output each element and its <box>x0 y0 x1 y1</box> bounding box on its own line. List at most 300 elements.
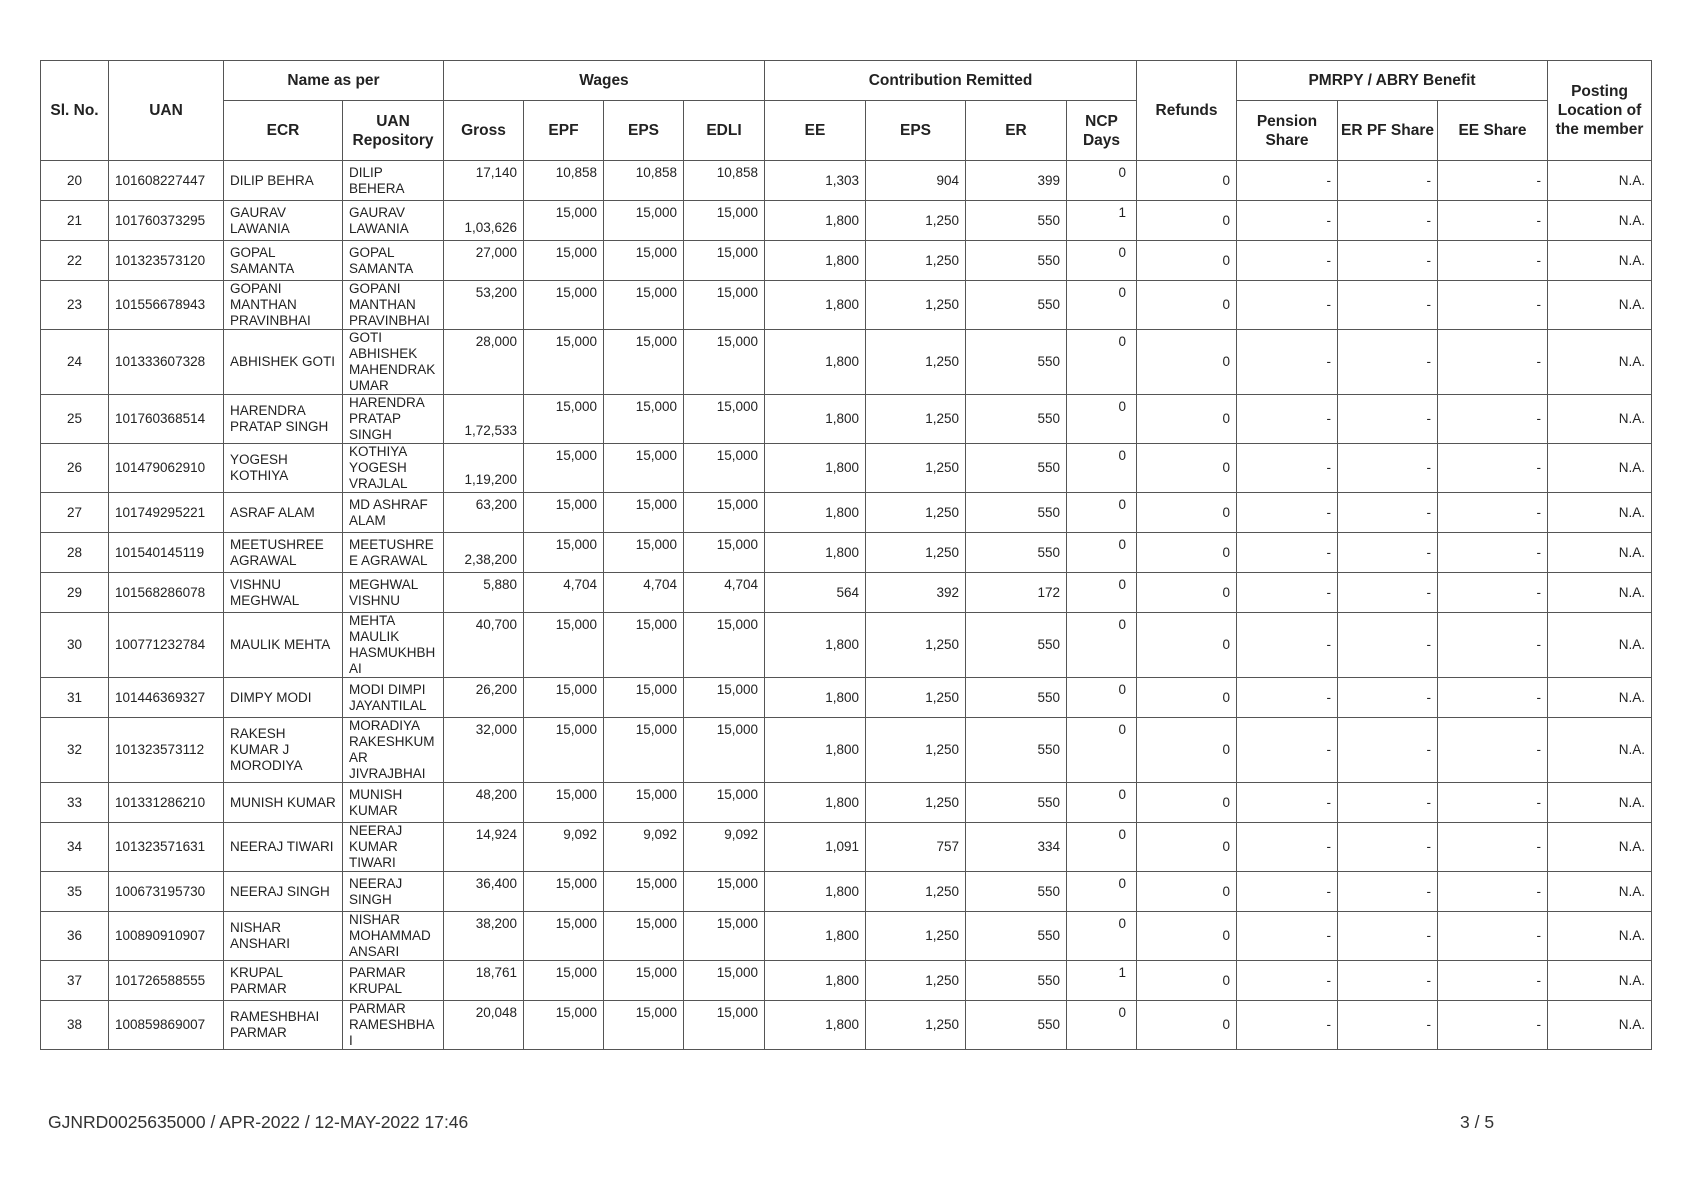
eps-wages-cell <box>604 330 684 395</box>
gross-wages-cell-text: 1,72,533 <box>464 423 517 438</box>
uan-repository-name-cell <box>343 613 444 678</box>
eps-wages-cell-text: 15,000 <box>635 448 677 463</box>
eps-contribution-cell <box>866 395 966 444</box>
epf-wages-cell <box>524 912 604 961</box>
edli-wages-cell-text: 15,000 <box>716 285 758 300</box>
ncp-days-cell-text: 0 <box>1118 787 1126 802</box>
posting-location-cell <box>1548 241 1652 281</box>
sl-no-cell-text: 38 <box>66 1017 83 1032</box>
sl-no-cell-text: 30 <box>66 637 83 652</box>
er-pf-share-cell-text: - <box>1426 883 1431 899</box>
ncp-days-cell <box>1067 783 1137 823</box>
posting-location-cell <box>1548 330 1652 395</box>
gross-wages-cell <box>444 823 524 872</box>
edli-wages-cell-text: 15,000 <box>716 334 758 349</box>
er-contribution-cell-text: 550 <box>1037 794 1060 810</box>
posting-location-cell-text: N.A. <box>1618 460 1645 475</box>
gross-wages-cell <box>444 872 524 912</box>
ecr-name-cell-text: NEERAJ SINGH <box>230 883 330 899</box>
ecr-contribution-table <box>40 60 1652 1050</box>
refunds-cell <box>1137 912 1237 961</box>
edli-wages-cell <box>684 201 765 241</box>
edli-wages-cell-text: 15,000 <box>716 682 758 697</box>
er-pf-share-cell-text: - <box>1426 689 1431 705</box>
ee-share-cell-text: - <box>1536 839 1541 854</box>
edli-wages-cell <box>684 493 765 533</box>
sl-no-cell <box>41 533 109 573</box>
gross-wages-cell <box>444 718 524 783</box>
ee-contribution-cell <box>765 533 866 573</box>
uan-cell <box>109 961 224 1001</box>
uan-repository-name-cell-text: NISHAR MOHAMMAD ANSARI <box>349 912 431 959</box>
epf-wages-cell-text: 15,000 <box>555 965 597 980</box>
eps-contribution-cell-text: 1,250 <box>925 637 959 652</box>
epf-wages-cell <box>524 573 604 613</box>
er-pf-share-cell-text: - <box>1426 544 1431 560</box>
er-contribution-cell-text: 550 <box>1037 544 1060 560</box>
eps-contribution-cell-text: 1,250 <box>925 297 959 312</box>
gross-wages-cell <box>444 678 524 718</box>
table-row <box>41 241 1652 281</box>
edli-wages-cell-text: 4,704 <box>724 577 758 592</box>
posting-location-cell-text: N.A. <box>1618 411 1645 426</box>
er-contribution-cell <box>966 395 1067 444</box>
gross-wages-cell-text: 48,200 <box>475 787 517 802</box>
uan-cell-text: 101323573112 <box>115 742 205 757</box>
ncp-days-cell <box>1067 444 1137 493</box>
ee-share-cell-text: - <box>1536 742 1541 757</box>
sl-no-cell-text: 26 <box>66 460 83 475</box>
ee-share-cell-text: - <box>1536 354 1541 369</box>
er-pf-share-cell <box>1338 823 1438 872</box>
gross-wages-cell <box>444 444 524 493</box>
ee-share-cell <box>1438 961 1548 1001</box>
epf-wages-cell-text: 15,000 <box>555 722 597 737</box>
posting-location-cell-text: N.A. <box>1618 1017 1645 1032</box>
er-contribution-cell-text: 550 <box>1037 411 1060 426</box>
refunds-cell <box>1137 395 1237 444</box>
gross-wages-cell-text: 27,000 <box>475 245 517 260</box>
edli-wages-cell <box>684 395 765 444</box>
epf-wages-cell <box>524 613 604 678</box>
sl-no-cell <box>41 718 109 783</box>
ee-share-cell <box>1438 241 1548 281</box>
uan-repository-name-cell <box>343 912 444 961</box>
er-pf-share-cell-text: - <box>1426 794 1431 810</box>
eps-contribution-cell-text: 757 <box>936 839 959 854</box>
uan-cell-text: 100890910907 <box>115 928 206 943</box>
ee-share-cell-text: - <box>1536 584 1541 600</box>
eps-contribution-cell-text: 1,250 <box>925 883 959 899</box>
uan-cell <box>109 872 224 912</box>
refunds-cell-text: 0 <box>1222 928 1230 943</box>
posting-location-cell-text: N.A. <box>1618 544 1645 560</box>
sl-no-cell <box>41 395 109 444</box>
ee-share-cell-text: - <box>1536 460 1541 475</box>
epf-wages-cell <box>524 493 604 533</box>
eps-contribution-cell <box>866 241 966 281</box>
uan-repository-name-cell <box>343 961 444 1001</box>
edli-wages-cell-text: 15,000 <box>716 537 758 552</box>
ncp-days-cell-text: 0 <box>1118 682 1126 697</box>
header-er-pf-share: ER PF Share <box>1338 101 1438 161</box>
pension-share-cell-text: - <box>1326 544 1331 560</box>
ee-share-cell-text: - <box>1536 544 1541 560</box>
ee-share-cell <box>1438 783 1548 823</box>
ee-share-cell <box>1438 330 1548 395</box>
er-contribution-cell <box>966 1001 1067 1050</box>
ee-share-cell-text: - <box>1536 252 1541 268</box>
refunds-cell-text: 0 <box>1222 252 1230 268</box>
uan-cell <box>109 678 224 718</box>
ecr-name-cell <box>224 444 343 493</box>
posting-location-cell-text: N.A. <box>1618 883 1645 899</box>
table-row <box>41 783 1652 823</box>
eps-contribution-cell-text: 1,250 <box>925 212 959 228</box>
header-pension-share: Pension Share <box>1237 101 1338 161</box>
er-pf-share-cell-text: - <box>1426 1017 1431 1032</box>
refunds-cell <box>1137 444 1237 493</box>
eps-contribution-cell <box>866 872 966 912</box>
eps-wages-cell-text: 15,000 <box>635 1005 677 1020</box>
epf-wages-cell <box>524 395 604 444</box>
pension-share-cell-text: - <box>1326 460 1331 475</box>
sl-no-cell-text: 21 <box>66 212 83 228</box>
pension-share-cell <box>1237 1001 1338 1050</box>
eps-wages-cell <box>604 493 684 533</box>
gross-wages-cell-text: 2,38,200 <box>464 552 517 567</box>
ecr-name-cell <box>224 718 343 783</box>
ncp-days-cell <box>1067 678 1137 718</box>
epf-wages-cell-text: 15,000 <box>555 1005 597 1020</box>
ee-share-cell-text: - <box>1536 637 1541 652</box>
ecr-name-cell-text: YOGESH KOTHIYA <box>230 452 289 483</box>
pension-share-cell <box>1237 161 1338 201</box>
ecr-name-cell-text: MAULIK MEHTA <box>230 637 331 652</box>
footer-reference: GJNRD0025635000 / APR-2022 / 12-MAY-2022 17:46 <box>48 1112 469 1132</box>
epf-wages-cell-text: 15,000 <box>555 537 597 552</box>
posting-location-cell <box>1548 783 1652 823</box>
header-contribution-remitted: Contribution Remitted <box>765 61 1137 101</box>
ee-contribution-cell <box>765 161 866 201</box>
er-pf-share-cell-text: - <box>1426 504 1431 520</box>
eps-wages-cell-text: 15,000 <box>635 787 677 802</box>
er-pf-share-cell <box>1338 493 1438 533</box>
ecr-name-cell-text: GOPANI MANTHAN PRAVINBHAI <box>230 281 311 328</box>
pension-share-cell-text: - <box>1326 689 1331 705</box>
uan-repository-name-cell-text: GOPANI MANTHAN PRAVINBHAI <box>349 281 430 328</box>
gross-wages-cell <box>444 961 524 1001</box>
ee-share-cell <box>1438 613 1548 678</box>
edli-wages-cell <box>684 783 765 823</box>
posting-location-cell <box>1548 161 1652 201</box>
eps-wages-cell-text: 15,000 <box>635 334 677 349</box>
eps-contribution-cell-text: 1,250 <box>925 928 959 943</box>
header-eps: EPS <box>604 101 684 161</box>
uan-repository-name-cell <box>343 281 444 330</box>
posting-location-cell <box>1548 395 1652 444</box>
eps-wages-cell <box>604 161 684 201</box>
uan-repository-name-cell-text: HARENDRA PRATAP SINGH <box>349 395 425 442</box>
ecr-name-cell-text: HARENDRA PRATAP SINGH <box>230 403 329 434</box>
ncp-days-cell-text: 0 <box>1118 448 1126 463</box>
sl-no-cell <box>41 961 109 1001</box>
edli-wages-cell <box>684 573 765 613</box>
table-body <box>41 161 1652 1050</box>
gross-wages-cell-text: 14,924 <box>475 827 517 842</box>
posting-location-cell-text: N.A. <box>1618 297 1645 312</box>
er-pf-share-cell-text: - <box>1426 637 1431 652</box>
ee-contribution-cell <box>765 493 866 533</box>
ecr-name-cell <box>224 573 343 613</box>
epf-wages-cell-text: 15,000 <box>555 334 597 349</box>
pension-share-cell <box>1237 872 1338 912</box>
ncp-days-cell <box>1067 330 1137 395</box>
eps-contribution-cell <box>866 961 966 1001</box>
header-ecr: ECR <box>224 101 343 161</box>
uan-repository-name-cell-text: GAURAV LAWANIA <box>349 204 409 236</box>
ee-contribution-cell-text: 1,800 <box>825 928 859 943</box>
refunds-cell <box>1137 201 1237 241</box>
ee-contribution-cell-text: 1,800 <box>825 354 859 369</box>
ee-contribution-cell <box>765 613 866 678</box>
eps-contribution-cell-text: 1,250 <box>925 252 959 268</box>
table-header <box>41 61 1652 161</box>
er-pf-share-cell <box>1338 161 1438 201</box>
header-ee-share: EE Share <box>1438 101 1548 161</box>
eps-contribution-cell <box>866 201 966 241</box>
epf-wages-cell-text: 15,000 <box>555 399 597 414</box>
sl-no-cell <box>41 1001 109 1050</box>
sl-no-cell-text: 29 <box>66 584 83 600</box>
gross-wages-cell <box>444 241 524 281</box>
posting-location-cell <box>1548 573 1652 613</box>
pension-share-cell-text: - <box>1326 172 1331 188</box>
ee-contribution-cell-text: 1,800 <box>825 742 859 757</box>
edli-wages-cell-text: 9,092 <box>724 827 758 842</box>
er-contribution-cell-text: 550 <box>1037 212 1060 228</box>
uan-cell <box>109 281 224 330</box>
epf-wages-cell-text: 15,000 <box>555 787 597 802</box>
ncp-days-cell-text: 0 <box>1118 1005 1126 1020</box>
edli-wages-cell <box>684 161 765 201</box>
eps-wages-cell-text: 15,000 <box>635 245 677 260</box>
ee-share-cell <box>1438 493 1548 533</box>
ncp-days-cell <box>1067 281 1137 330</box>
uan-cell <box>109 330 224 395</box>
epf-wages-cell-text: 15,000 <box>555 205 597 220</box>
uan-repository-name-cell-text: MEGHWAL VISHNU <box>349 576 419 608</box>
ee-contribution-cell <box>765 678 866 718</box>
uan-cell <box>109 533 224 573</box>
er-pf-share-cell-text: - <box>1426 742 1431 757</box>
ee-share-cell <box>1438 872 1548 912</box>
ee-share-cell <box>1438 573 1548 613</box>
gross-wages-cell <box>444 281 524 330</box>
eps-contribution-cell <box>866 281 966 330</box>
epf-wages-cell <box>524 161 604 201</box>
edli-wages-cell <box>684 823 765 872</box>
er-contribution-cell <box>966 961 1067 1001</box>
pension-share-cell <box>1237 330 1338 395</box>
edli-wages-cell <box>684 912 765 961</box>
pension-share-cell-text: - <box>1326 794 1331 810</box>
er-contribution-cell-text: 550 <box>1037 928 1060 943</box>
uan-cell-text: 101760368514 <box>115 411 206 426</box>
edli-wages-cell <box>684 533 765 573</box>
ecr-name-cell-text: DILIP BEHRA <box>230 172 314 188</box>
ee-contribution-cell-text: 1,800 <box>825 544 859 560</box>
er-pf-share-cell <box>1338 872 1438 912</box>
eps-wages-cell <box>604 281 684 330</box>
er-contribution-cell-text: 172 <box>1037 584 1060 600</box>
ecr-name-cell-text: RAKESH KUMAR J MORODIYA <box>230 726 303 773</box>
uan-cell-text: 101479062910 <box>115 460 206 475</box>
uan-cell <box>109 573 224 613</box>
er-pf-share-cell-text: - <box>1426 252 1431 268</box>
refunds-cell-text: 0 <box>1222 742 1230 757</box>
refunds-cell-text: 0 <box>1222 689 1230 705</box>
eps-wages-cell <box>604 613 684 678</box>
ecr-name-cell-text: GOPAL SAMANTA <box>230 244 295 276</box>
uan-cell <box>109 395 224 444</box>
sl-no-cell-text: 24 <box>66 354 83 369</box>
sl-no-cell <box>41 241 109 281</box>
ee-share-cell <box>1438 444 1548 493</box>
ee-contribution-cell-text: 1,800 <box>825 252 859 268</box>
ee-contribution-cell <box>765 330 866 395</box>
gross-wages-cell-text: 17,140 <box>475 165 517 180</box>
pension-share-cell <box>1237 241 1338 281</box>
header-contribution-eps: EPS <box>866 101 966 161</box>
ee-contribution-cell-text: 1,800 <box>825 460 859 475</box>
sl-no-cell-text: 35 <box>66 883 83 899</box>
ee-share-cell <box>1438 678 1548 718</box>
refunds-cell-text: 0 <box>1222 354 1230 369</box>
posting-location-cell <box>1548 281 1652 330</box>
refunds-cell-text: 0 <box>1222 794 1230 810</box>
ee-share-cell-text: - <box>1536 883 1541 899</box>
ncp-days-cell <box>1067 241 1137 281</box>
edli-wages-cell <box>684 241 765 281</box>
sl-no-cell <box>41 201 109 241</box>
edli-wages-cell <box>684 678 765 718</box>
ee-share-cell <box>1438 395 1548 444</box>
uan-cell-text: 101726588555 <box>115 972 206 988</box>
table-row <box>41 201 1652 241</box>
er-contribution-cell <box>966 718 1067 783</box>
epf-wages-cell <box>524 281 604 330</box>
edli-wages-cell <box>684 718 765 783</box>
ee-contribution-cell <box>765 823 866 872</box>
eps-contribution-cell <box>866 533 966 573</box>
ecr-name-cell <box>224 241 343 281</box>
er-pf-share-cell-text: - <box>1426 972 1431 988</box>
posting-location-cell-text: N.A. <box>1618 742 1645 757</box>
er-contribution-cell <box>966 493 1067 533</box>
edli-wages-cell <box>684 330 765 395</box>
uan-repository-name-cell <box>343 823 444 872</box>
er-pf-share-cell-text: - <box>1426 297 1431 312</box>
er-pf-share-cell <box>1338 395 1438 444</box>
sl-no-cell <box>41 493 109 533</box>
ecr-name-cell <box>224 912 343 961</box>
epf-wages-cell <box>524 783 604 823</box>
er-contribution-cell <box>966 161 1067 201</box>
sl-no-cell-text: 36 <box>66 928 83 943</box>
refunds-cell-text: 0 <box>1222 460 1230 475</box>
sl-no-cell-text: 37 <box>66 972 83 988</box>
sl-no-cell-text: 25 <box>66 411 83 426</box>
er-pf-share-cell-text: - <box>1426 411 1431 426</box>
refunds-cell <box>1137 493 1237 533</box>
uan-repository-name-cell <box>343 444 444 493</box>
edli-wages-cell <box>684 1001 765 1050</box>
er-pf-share-cell-text: - <box>1426 460 1431 475</box>
gross-wages-cell <box>444 912 524 961</box>
refunds-cell-text: 0 <box>1222 637 1230 652</box>
table-row <box>41 678 1652 718</box>
pension-share-cell-text: - <box>1326 504 1331 520</box>
er-pf-share-cell-text: - <box>1426 839 1431 854</box>
refunds-cell-text: 0 <box>1222 544 1230 560</box>
edli-wages-cell-text: 15,000 <box>716 245 758 260</box>
edli-wages-cell <box>684 444 765 493</box>
edli-wages-cell-text: 15,000 <box>716 876 758 891</box>
ncp-days-cell-text: 0 <box>1118 285 1126 300</box>
pension-share-cell-text: - <box>1326 411 1331 426</box>
er-contribution-cell <box>966 573 1067 613</box>
sl-no-cell-text: 20 <box>66 172 83 188</box>
er-contribution-cell <box>966 241 1067 281</box>
ee-share-cell <box>1438 823 1548 872</box>
edli-wages-cell <box>684 872 765 912</box>
uan-cell-text: 101760373295 <box>115 212 206 228</box>
er-contribution-cell <box>966 912 1067 961</box>
ncp-days-cell <box>1067 1001 1137 1050</box>
table-row <box>41 493 1652 533</box>
sl-no-cell <box>41 330 109 395</box>
posting-location-cell-text: N.A. <box>1618 504 1645 520</box>
uan-cell <box>109 718 224 783</box>
refunds-cell <box>1137 823 1237 872</box>
ncp-days-cell <box>1067 872 1137 912</box>
pension-share-cell <box>1237 961 1338 1001</box>
pension-share-cell <box>1237 912 1338 961</box>
table-row <box>41 161 1652 201</box>
ee-contribution-cell-text: 1,800 <box>825 972 859 988</box>
uan-repository-name-cell <box>343 161 444 201</box>
refunds-cell <box>1137 1001 1237 1050</box>
edli-wages-cell-text: 15,000 <box>716 399 758 414</box>
ee-share-cell-text: - <box>1536 972 1541 988</box>
table-row <box>41 395 1652 444</box>
er-contribution-cell-text: 550 <box>1037 460 1060 475</box>
table-row <box>41 912 1652 961</box>
gross-wages-cell <box>444 330 524 395</box>
gross-wages-cell <box>444 613 524 678</box>
uan-repository-name-cell-text: DILIP BEHERA <box>349 164 405 196</box>
ee-share-cell-text: - <box>1536 411 1541 426</box>
eps-wages-cell-text: 4,704 <box>643 577 677 592</box>
gross-wages-cell-text: 18,761 <box>475 965 517 980</box>
eps-contribution-cell <box>866 613 966 678</box>
gross-wages-cell <box>444 161 524 201</box>
er-pf-share-cell <box>1338 444 1438 493</box>
er-pf-share-cell <box>1338 281 1438 330</box>
eps-wages-cell <box>604 678 684 718</box>
uan-cell-text: 100859869007 <box>115 1017 206 1032</box>
